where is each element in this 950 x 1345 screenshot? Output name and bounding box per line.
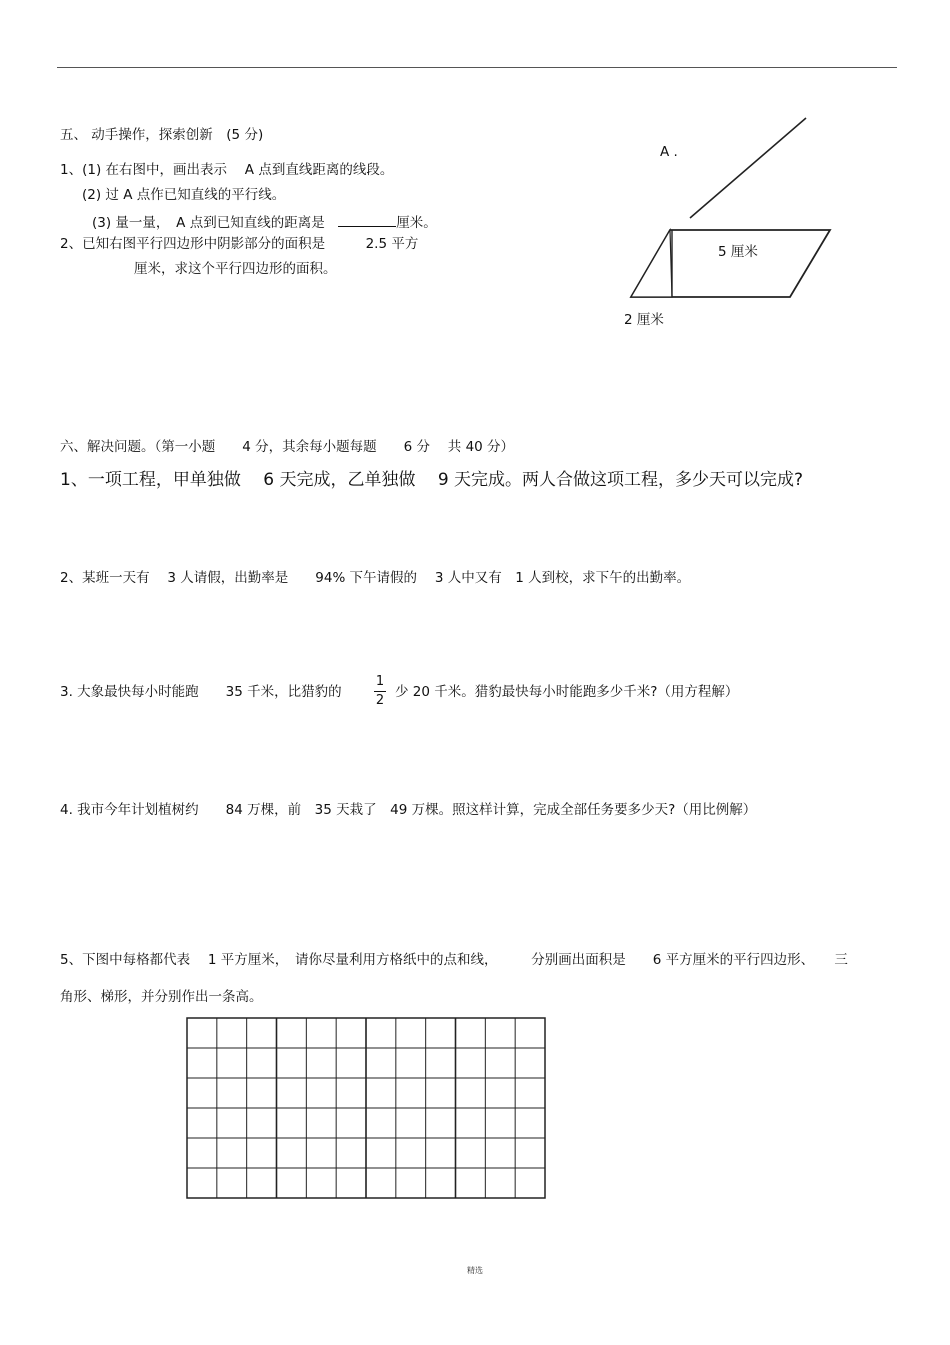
s6-q4: 4. 我市今年计划植树约 84 万棵，前 35 天栽了 49 万棵。照这样计算，完成全部任务要多少天?（用比例解） [60, 802, 757, 818]
point-a-label: A . [660, 144, 678, 160]
s5-q1-line3-unit: 厘米。 [396, 215, 437, 231]
fraction-numerator: 1 [374, 675, 386, 692]
s5-q2-line1: 2、已知右图平行四边形中阴影部分的面积是 2.5 平方 [60, 236, 419, 252]
top-length-label: 5 厘米 [718, 244, 758, 260]
geometry-figure [0, 0, 950, 400]
footer-label: 精选 [467, 1266, 483, 1275]
s6-q3-text: 3. 大象最快每小时能跑 35 千米，比猎豹的 [60, 684, 342, 700]
fraction-one-half [374, 675, 386, 708]
square-grid[interactable] [185, 1016, 547, 1200]
s5-q2-line2: 厘米，求这个平行四边形的面积。 [134, 261, 337, 277]
s6-q3-text-cont: 少 20 千米。猎豹最快每小时能跑多少千米?（用方程解） [395, 684, 739, 700]
shaded-triangle [631, 230, 672, 297]
bottom-length-label: 2 厘米 [624, 312, 664, 328]
section5-heading: 五、 动手操作，探索创新 (5 分) [60, 127, 264, 143]
s6-q2: 2、某班一天有 3 人请假，出勤率是 94% 下午请假的 3 人中又有 1 人到校，求下午的出勤率。 [60, 570, 691, 586]
s6-q1: 1、一项工程，甲单独做 6 天完成，乙单独做 9 天完成。两人合做这项工程，多少天可以完成? [60, 470, 804, 490]
s6-q5-line1: 5、下图中每格都代表 1 平方厘米， 请你尽量利用方格纸中的点和线， 分别画出面积是 6 平方厘米的平行四边形、 三 [60, 952, 848, 968]
s5-q1-line3-text: (3) 量一量， A 点到已知直线的距离是 [92, 215, 339, 231]
s5-q1-line1: 1、(1) 在右图中，画出表示 A 点到直线距离的线段。 [60, 162, 394, 178]
s6-q5-line2: 角形、梯形，并分别作出一条高。 [60, 989, 263, 1005]
fraction-denominator: 2 [375, 693, 385, 708]
s5-q1-line2: (2) 过 A 点作已知直线的平行线。 [82, 187, 286, 203]
given-line [690, 118, 806, 218]
section6-heading: 六、解决问题。（第一小题 4 分，其余每小题每题 6 分 共 40 分） [60, 439, 515, 455]
